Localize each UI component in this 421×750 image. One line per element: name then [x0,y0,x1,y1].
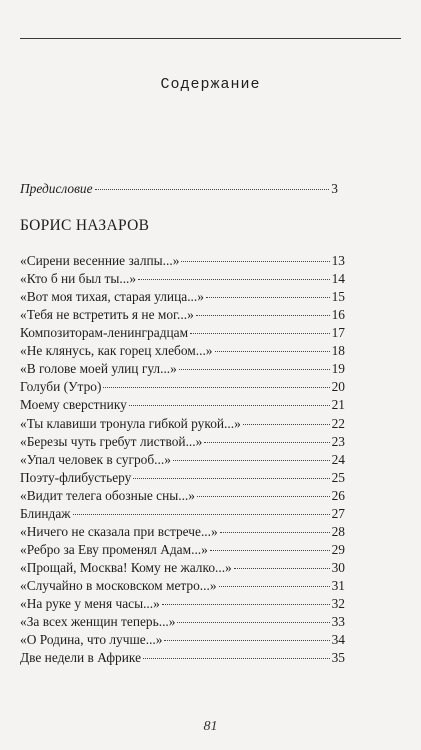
dot-leader [95,189,330,190]
toc-entry [20,505,345,522]
dot-leader [220,532,330,533]
dot-leader [204,442,329,443]
toc-entry-title: Две недели в Африке [20,650,142,666]
toc-entry-page: 14 [331,271,345,287]
toc-entry-title: Предисловие [20,181,93,196]
toc-entry-title: «Ничего не сказала при встрече...» [20,523,218,539]
toc-entry-title: «В голове моей улиц гул...» [20,361,177,377]
dot-leader [164,640,329,641]
toc-entry-page: 24 [331,451,345,467]
toc-entry-page: 16 [331,307,345,323]
dot-leader [181,261,329,262]
toc-entry-page: 29 [331,541,345,557]
toc-entry [20,342,345,359]
dot-leader [215,351,330,352]
toc-entry-title: «Ты клавиши тронула гибкой рукой...» [20,415,241,431]
toc-entry-page: 17 [331,325,345,341]
toc-entry-page: 27 [331,505,345,521]
toc-entry [20,288,345,305]
toc-entry-title: «Сирени весенние залпы...» [20,253,180,268]
toc-entry [20,523,345,540]
dot-leader [133,478,329,479]
toc-entry-title: «Случайно в московском метро...» [20,577,217,593]
toc-entry-page: 28 [331,523,345,539]
dot-leader [219,586,330,587]
toc-entry-title: «Тебя не встретить я не мог...» [20,307,194,323]
section-author: БОРИС НАЗАРОВ [20,217,150,234]
toc-entry [20,613,345,630]
dot-leader [177,622,329,623]
toc-entry [20,396,345,413]
toc-entry [20,451,345,468]
dot-leader [234,568,330,569]
dot-leader [73,514,330,515]
dot-leader [138,279,330,280]
toc-entry-page: 25 [331,469,345,485]
top-rule [20,38,401,39]
toc-entry-title: Блиндаж [20,505,71,521]
dot-leader [196,315,330,316]
toc-entry [20,541,345,558]
toc-entry [20,631,345,648]
toc-entry-preface [20,180,338,197]
toc-entry-title: Поэту-флибустьеру [20,469,132,485]
toc-entry [20,469,345,486]
toc-entry-page: 3 [331,181,338,196]
toc-entry-page: 26 [331,487,345,503]
toc-entry-title: «Упал человек в сугроб...» [20,451,171,467]
toc-entry-page: 32 [331,596,345,611]
toc-entry [20,415,345,432]
dot-leader [179,369,330,370]
toc-entry [20,433,345,450]
toc-entry-title: «Не клянусь, как горец хлебом...» [20,343,213,359]
toc-entry [20,360,345,377]
page-title: Содержание [160,76,261,93]
toc-entry-page: 33 [331,614,345,629]
dot-leader [197,496,330,497]
dot-leader [129,405,330,406]
toc-entry [20,252,345,269]
toc-entry-title: «Прощай, Москва! Кому не жалко...» [20,559,232,575]
toc-entry [20,649,345,666]
toc-entry [20,378,345,395]
toc-entry-page: 31 [331,577,345,593]
page-number: 81 [203,719,218,734]
dot-leader [173,460,330,461]
toc-entry-title: «О Родина, что лучше...» [20,632,163,647]
toc-entry-page: 22 [331,415,345,431]
dot-leader [103,387,329,388]
dot-leader [143,658,330,659]
toc-entry [20,270,345,287]
dot-leader [162,604,330,605]
dot-leader [243,424,330,425]
toc-entry-page: 35 [331,650,345,666]
toc-entry [20,487,345,504]
toc-entry-title: «Ребро за Еву променял Адам...» [20,541,208,557]
toc-entry-page: 30 [331,559,345,575]
toc-entry [20,577,345,594]
dot-leader [210,550,330,551]
toc-entry-title: «Видит телега обозные сны...» [20,487,195,503]
toc-entry-page: 13 [331,253,345,268]
toc-entry-title: Композиторам-ленинградцам [20,325,189,341]
toc-entry [20,324,345,341]
toc-entry-page: 15 [331,289,345,305]
toc-entry-title: Голуби (Утро) [20,379,102,395]
toc-entry-title: «Кто б ни был ты...» [20,271,137,287]
toc-entry-page: 19 [331,361,345,377]
dot-leader [206,297,330,298]
toc-entry-title: «За всех женщин теперь...» [20,614,176,629]
toc-entry [20,306,345,323]
toc-entry [20,559,345,576]
toc-entry-title: «Вот моя тихая, старая улица...» [20,289,204,305]
toc-entry-page: 23 [331,433,345,449]
toc-entry-title: «На руке у меня часы...» [20,596,160,611]
toc-entry-page: 21 [331,397,345,413]
toc-entry-page: 18 [331,343,345,359]
dot-leader [190,333,330,334]
toc-entry-page: 34 [331,632,345,647]
toc-entry [20,595,345,612]
toc-entry-title: Моему сверстнику [20,397,127,413]
toc-entry-title: «Березы чуть гребут листвой...» [20,433,203,449]
toc-entry-page: 20 [331,379,345,395]
